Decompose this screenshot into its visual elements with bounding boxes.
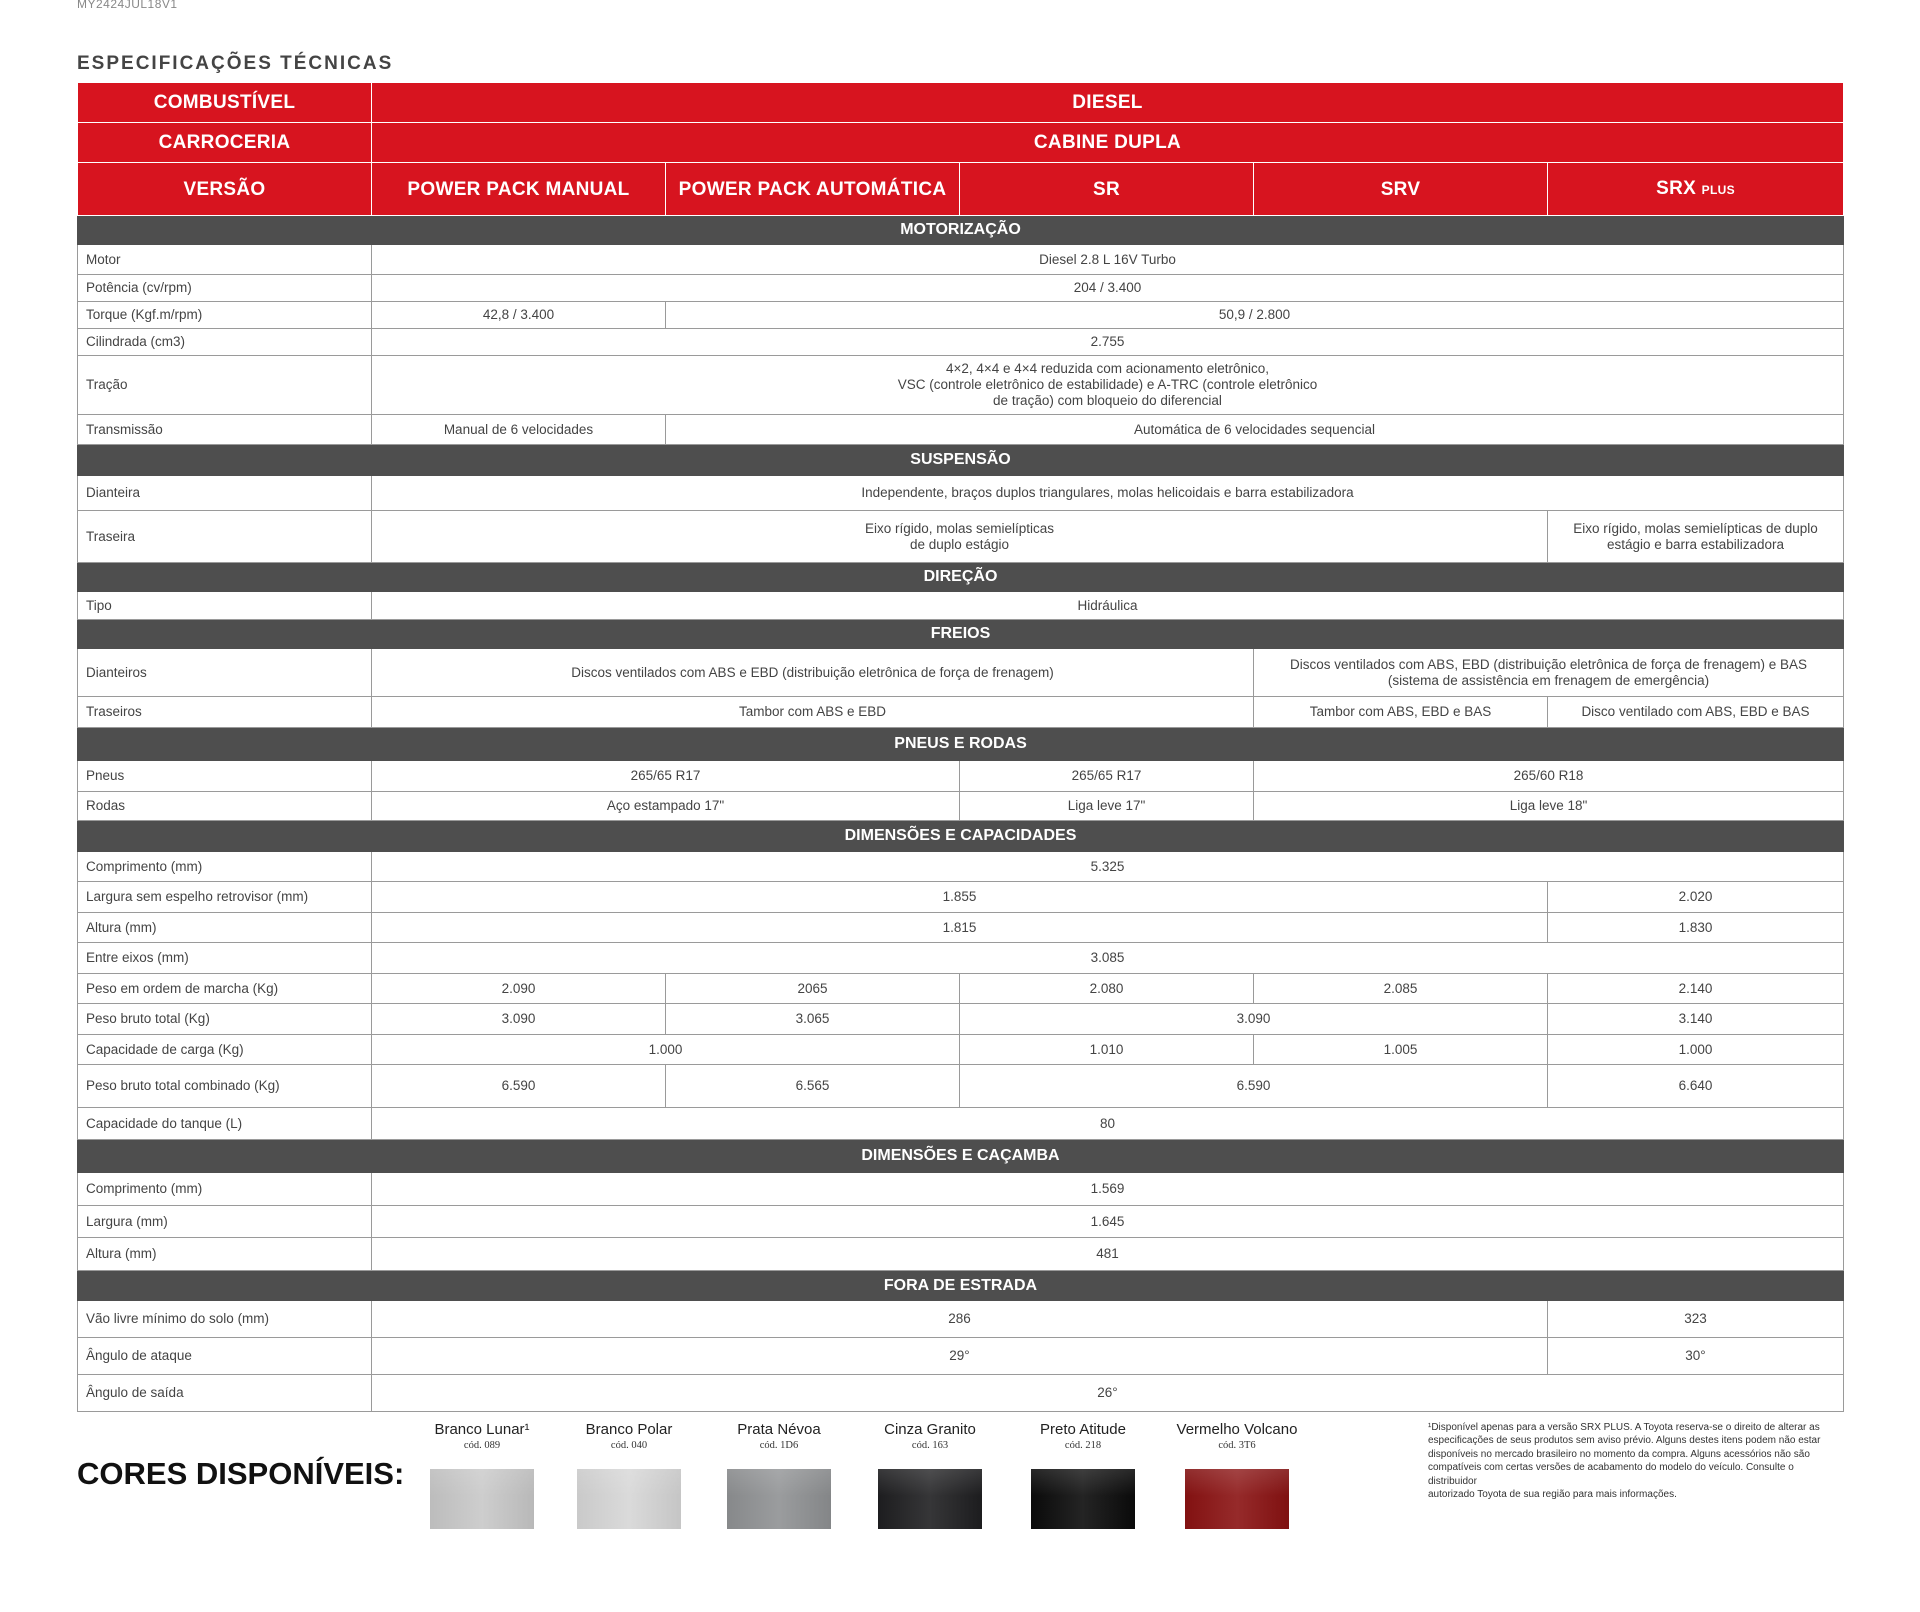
row-label: Pneus [78, 761, 372, 792]
header-row-fuel [78, 83, 1844, 123]
color-code: cód. 218 [1064, 1440, 1102, 1451]
table-row [78, 852, 1844, 882]
color-code: cód. 089 [463, 1440, 501, 1451]
cell-value: 265/60 R18 [1254, 761, 1844, 792]
cell-value: 2.020 [1548, 882, 1844, 913]
header-row-version [78, 163, 1844, 216]
spec-table [77, 82, 1844, 1412]
row-label: Traseiros [78, 697, 372, 728]
row-label: Largura (mm) [78, 1206, 372, 1238]
row-label: Tração [78, 356, 372, 415]
row-label: Motor [78, 245, 372, 275]
color-swatch [878, 1469, 982, 1529]
color-option [704, 1421, 854, 1529]
color-swatch [1185, 1469, 1289, 1529]
row-label: Altura (mm) [78, 1238, 372, 1271]
table-row [78, 1301, 1844, 1338]
fuel-value: DIESEL [372, 83, 1844, 123]
row-label: Peso em ordem de marcha (Kg) [78, 974, 372, 1004]
cell-value: 2.755 [372, 329, 1844, 356]
cell-value: Automática de 6 velocidades sequencial [666, 415, 1844, 445]
table-row [78, 792, 1844, 821]
table-row [78, 329, 1844, 356]
srx-name: SRX [1656, 177, 1697, 199]
cell-value: Aço estampado 17" [372, 792, 960, 821]
table-row [78, 761, 1844, 792]
cell-value: 481 [372, 1238, 1844, 1271]
cell-value: Tambor com ABS e EBD [372, 697, 1254, 728]
cell-value: 1.005 [1254, 1035, 1548, 1065]
section-fora-de-estrada [78, 1271, 1844, 1301]
table-row [78, 1238, 1844, 1271]
color-code: cód. 1D6 [759, 1440, 799, 1451]
cell-value: 50,9 / 2.800 [666, 302, 1844, 329]
cell-value: 3.140 [1548, 1004, 1844, 1035]
cell-value: 26° [372, 1375, 1844, 1412]
cell-line: estágio e barra estabilizadora [1606, 536, 1785, 552]
section-title: FREIOS [78, 620, 1844, 649]
table-row [78, 1173, 1844, 1206]
cell-value: 30° [1548, 1338, 1844, 1375]
row-label: Cilindrada (cm3) [78, 329, 372, 356]
table-row [78, 245, 1844, 275]
cell-value: Independente, braços duplos triangulares, molas helicoidais e barra estabilizadora [372, 476, 1844, 511]
table-row [78, 415, 1844, 445]
cell-line: de duplo estágio [909, 536, 1010, 552]
colors-title: CORES DISPONÍVEIS: [77, 1456, 405, 1491]
row-label: Vão livre mínimo do solo (mm) [78, 1301, 372, 1338]
footnote-line: compatíveis com certas versões de acabamento do modelo do veículo. Consulte o distribuidor [1428, 1462, 1794, 1487]
color-option [1162, 1421, 1312, 1529]
row-label: Comprimento (mm) [78, 852, 372, 882]
cell-value: 1.010 [960, 1035, 1254, 1065]
cell-line: Eixo rígido, molas semielípticas [864, 520, 1055, 536]
cell-value: Hidráulica [372, 592, 1844, 620]
version-power-pack-automatica: POWER PACK AUTOMÁTICA [666, 163, 960, 216]
table-row [78, 1338, 1844, 1375]
section-title: DIMENSÕES E CAPACIDADES [78, 821, 1844, 852]
row-label: Dianteiros [78, 649, 372, 697]
cell-value: 6.590 [372, 1065, 666, 1108]
color-swatch [430, 1469, 534, 1529]
row-label: Ângulo de ataque [78, 1338, 372, 1375]
row-label: Dianteira [78, 476, 372, 511]
table-row [78, 1206, 1844, 1238]
cell-value: 1.855 [372, 882, 1548, 913]
cell-line: Eixo rígido, molas semielípticas de duplo [1573, 520, 1818, 536]
color-option [554, 1421, 704, 1529]
cell-value [1548, 511, 1844, 563]
section-suspensao [78, 445, 1844, 476]
color-code: cód. 040 [610, 1440, 648, 1451]
row-label: Altura (mm) [78, 913, 372, 943]
body-value: CABINE DUPLA [372, 123, 1844, 163]
table-row [78, 302, 1844, 329]
footnote-line: especificações de seus produtos sem aviso prévio. Alguns destes itens podem não estar [1428, 1435, 1821, 1447]
cell-value: 2065 [666, 974, 960, 1004]
version-label: VERSÃO [78, 163, 372, 216]
cell-value: 1.000 [1548, 1035, 1844, 1065]
color-option [407, 1421, 557, 1529]
cell-value: 2.080 [960, 974, 1254, 1004]
cell-value: Tambor com ABS, EBD e BAS [1254, 697, 1548, 728]
table-row [78, 1108, 1844, 1140]
section-title: SUSPENSÃO [78, 445, 1844, 476]
srx-suffix: PLUS [1701, 182, 1735, 197]
version-srx-plus [1548, 163, 1844, 216]
table-row [78, 974, 1844, 1004]
cell-value: 3.090 [960, 1004, 1548, 1035]
cell-value: 286 [372, 1301, 1548, 1338]
color-name: Branco Lunar¹ [434, 1421, 530, 1438]
cell-value: Liga leve 17" [960, 792, 1254, 821]
section-pneus-rodas [78, 728, 1844, 761]
section-freios [78, 620, 1844, 649]
table-row [78, 592, 1844, 620]
table-row [78, 943, 1844, 974]
cell-value: 6.640 [1548, 1065, 1844, 1108]
page-title: ESPECIFICAÇÕES TÉCNICAS [77, 53, 394, 74]
cell-value: Manual de 6 velocidades [372, 415, 666, 445]
color-name: Vermelho Volcano [1176, 1421, 1298, 1438]
cell-value: 2.085 [1254, 974, 1548, 1004]
section-dimensoes [78, 821, 1844, 852]
cell-value: 1.000 [372, 1035, 960, 1065]
color-option [1008, 1421, 1158, 1529]
cell-value: 204 / 3.400 [372, 275, 1844, 302]
section-direcao [78, 563, 1844, 592]
row-label: Potência (cv/rpm) [78, 275, 372, 302]
row-label: Largura sem espelho retrovisor (mm) [78, 882, 372, 913]
color-name: Prata Névoa [737, 1421, 821, 1438]
section-cacamba [78, 1140, 1844, 1173]
footnote-line: disponíveis no mercado brasileiro no momento da compra. Alguns acessórios não são [1428, 1448, 1810, 1460]
row-label: Transmissão [78, 415, 372, 445]
cell-value: 265/65 R17 [960, 761, 1254, 792]
section-title: MOTORIZAÇÃO [78, 216, 1844, 245]
table-row [78, 1065, 1844, 1108]
section-title: PNEUS E RODAS [78, 728, 1844, 761]
header-row-body [78, 123, 1844, 163]
cell-line: Discos ventilados com ABS, EBD (distribuição eletrônica de força de frenagem) e BAS [1290, 656, 1807, 672]
cell-value: Disco ventilado com ABS, EBD e BAS [1548, 697, 1844, 728]
row-label: Tipo [78, 592, 372, 620]
fuel-label: COMBUSTÍVEL [78, 83, 372, 123]
color-option [855, 1421, 1005, 1529]
cell-value: 2.090 [372, 974, 666, 1004]
footnote-line: autorizado Toyota de sua região para mais informações. [1428, 1489, 1677, 1501]
cell-value: Diesel 2.8 L 16V Turbo [372, 245, 1844, 275]
table-row [78, 356, 1844, 415]
table-row [78, 649, 1844, 697]
footnote [1428, 1421, 1838, 1501]
cell-value: Liga leve 18" [1254, 792, 1844, 821]
section-title: DIREÇÃO [78, 563, 1844, 592]
row-label: Comprimento (mm) [78, 1173, 372, 1206]
cell-value [1254, 649, 1844, 697]
cell-value: 6.565 [666, 1065, 960, 1108]
cell-line: VSC (controle eletrônico de estabilidade) e A-TRC (controle eletrônico [897, 377, 1318, 392]
cell-value: 1.569 [372, 1173, 1844, 1206]
cell-value: 3.065 [666, 1004, 960, 1035]
cell-value [372, 511, 1548, 563]
footnote-line: ¹Disponível apenas para a versão SRX PLUS. A Toyota reserva-se o direito de alterar as [1428, 1422, 1820, 1433]
cell-value: 1.830 [1548, 913, 1844, 943]
version-sr: SR [960, 163, 1254, 216]
color-name: Preto Atitude [1040, 1421, 1126, 1438]
table-row [78, 913, 1844, 943]
row-label: Ângulo de saída [78, 1375, 372, 1412]
table-row [78, 275, 1844, 302]
table-row [78, 1004, 1844, 1035]
cell-value: 80 [372, 1108, 1844, 1140]
row-label: Peso bruto total combinado (Kg) [78, 1065, 372, 1108]
cell-value: Discos ventilados com ABS e EBD (distribuição eletrônica de força de frenagem) [372, 649, 1254, 697]
row-label: Torque (Kgf.m/rpm) [78, 302, 372, 329]
cell-value: 6.590 [960, 1065, 1548, 1108]
row-label: Capacidade de carga (Kg) [78, 1035, 372, 1065]
cell-line: 4×2, 4×4 e 4×4 reduzida com acionamento eletrônico, [945, 361, 1270, 376]
table-row [78, 882, 1844, 913]
section-title: FORA DE ESTRADA [78, 1271, 1844, 1301]
cell-value: 29° [372, 1338, 1548, 1375]
cell-value: 42,8 / 3.400 [372, 302, 666, 329]
cell-value: 5.325 [372, 852, 1844, 882]
cell-line: (sistema de assistência em frenagem de emergência) [1387, 672, 1710, 688]
version-srv: SRV [1254, 163, 1548, 216]
color-name: Branco Polar [585, 1421, 673, 1438]
body-label: CARROCERIA [78, 123, 372, 163]
color-swatch [577, 1469, 681, 1529]
version-power-pack-manual: POWER PACK MANUAL [372, 163, 666, 216]
document-code: MY2424JUL18V1 [77, 0, 178, 11]
table-row [78, 697, 1844, 728]
table-row [78, 1375, 1844, 1412]
row-label: Entre eixos (mm) [78, 943, 372, 974]
section-motorizacao [78, 216, 1844, 245]
cell-value: 265/65 R17 [372, 761, 960, 792]
cell-value: 3.090 [372, 1004, 666, 1035]
section-title: DIMENSÕES E CAÇAMBA [78, 1140, 1844, 1173]
cell-value [372, 356, 1844, 415]
color-swatch [727, 1469, 831, 1529]
color-swatch [1031, 1469, 1135, 1529]
table-row [78, 511, 1844, 563]
row-label: Capacidade do tanque (L) [78, 1108, 372, 1140]
cell-value: 3.085 [372, 943, 1844, 974]
cell-value: 1.815 [372, 913, 1548, 943]
row-label: Traseira [78, 511, 372, 563]
row-label: Peso bruto total (Kg) [78, 1004, 372, 1035]
color-code: cód. 3T6 [1218, 1440, 1256, 1451]
cell-value: 2.140 [1548, 974, 1844, 1004]
color-name: Cinza Granito [884, 1421, 976, 1438]
table-row [78, 476, 1844, 511]
cell-value: 323 [1548, 1301, 1844, 1338]
table-row [78, 1035, 1844, 1065]
color-code: cód. 163 [911, 1440, 949, 1451]
cell-value: 1.645 [372, 1206, 1844, 1238]
row-label: Rodas [78, 792, 372, 821]
cell-line: de tração) com bloqueio do diferencial [993, 393, 1222, 408]
